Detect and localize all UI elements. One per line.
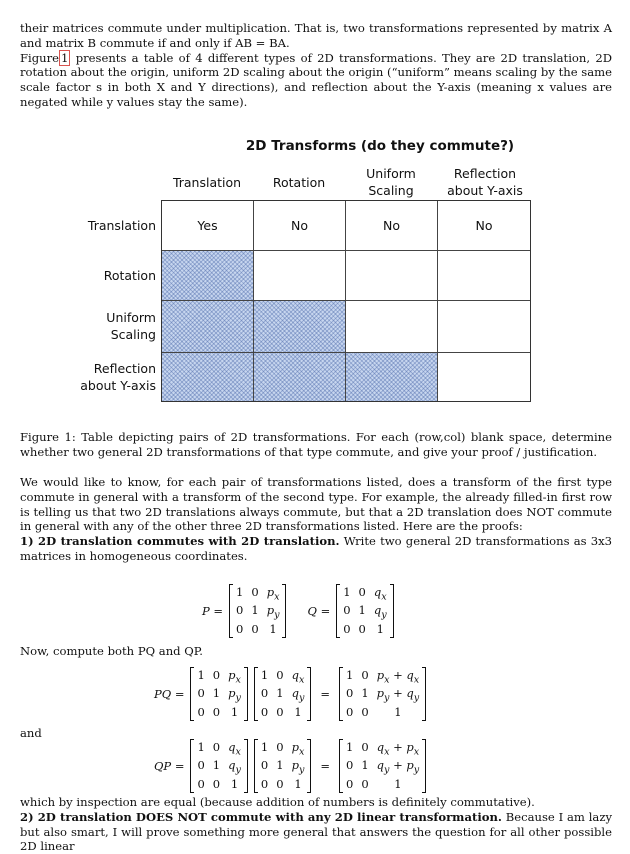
cell-rotation-translation [162, 251, 254, 301]
intro-line-2: presents a table of 4 different types of 2D transformations. They are 2D translation, 2D rotation about the origin, uniform 2D scaling about the origin (“uniform” means scaling by the same scale factor s in both X and Y directions), and reflection about the Y-axis (meaning x values are negated while y values stay the same). [20, 50, 612, 109]
pq-result: 1 0 $p_x + q_x$ 0 1 $p_y + q_y$ 0 0 1 [339, 668, 426, 720]
col-header-rotation: Rotation [272, 174, 326, 190]
conclusion-paragraph [20, 795, 612, 854]
col-header-reflection-text: Reflection about Y-axis [447, 166, 523, 198]
qp-label: QP = [154, 758, 185, 773]
now-compute-text: Now, compute both PQ and QP. [20, 644, 203, 658]
matrix-q: 1 0 $q_x$ 0 1 $q_y$ 0 0 1 [336, 585, 393, 637]
row-header-translation: Translation [87, 217, 156, 233]
qp-matrix-q: 1 0 $q_x$ 0 1 $q_y$ 0 0 1 [190, 740, 247, 792]
pq-matrix-p: 1 0 $p_x$ 0 1 $p_y$ 0 0 1 [190, 668, 247, 720]
figure-ref-prefix: Figure [20, 50, 60, 65]
cell-reflection-reflection [438, 353, 530, 401]
col-header-uniform-scaling-text: Uniform Scaling [366, 166, 416, 198]
col-header-reflection [437, 160, 533, 204]
table-title: 2D Transforms (do they commute?) [245, 138, 515, 154]
p-label: P = [202, 603, 224, 618]
cell-translation-rotation: No [254, 201, 346, 251]
cell-translation-translation: Yes [162, 201, 254, 251]
pq-definitions [202, 585, 397, 637]
qp-equals: = [320, 758, 331, 773]
q-label: Q = [307, 603, 331, 618]
matrix-p: 1 0 $p_x$ 0 1 $p_y$ 0 0 1 [229, 585, 286, 637]
table-grid [161, 200, 531, 402]
proof-2-heading: 2) 2D translation DOES NOT commute with any 2D linear transformation. [20, 809, 502, 824]
pq-label: PQ = [154, 686, 185, 701]
cell-translation-reflection: No [438, 201, 530, 251]
row-header-reflection-text: Reflection about Y-axis [80, 361, 156, 393]
conclusion-text: which by inspection are equal (because addition of numbers is definitely commutative). [20, 795, 535, 809]
cell-reflection-scaling [346, 353, 438, 401]
figure-caption: Figure 1: Table depicting pairs of 2D transformations. For each (row,col) blank space, determine whether two general 2D transformations of that type commute, and give your proof / justification. [20, 430, 612, 459]
qp-matrix-p: 1 0 $p_x$ 0 1 $p_y$ 0 0 1 [254, 740, 311, 792]
cell-rotation-scaling [346, 251, 438, 301]
figure-ref-link[interactable]: 1 [61, 50, 69, 65]
proof-1-text: Write two general 2D transformations as 3x3 matrices in homogeneous coordinates. [20, 534, 613, 563]
cell-scaling-scaling [346, 301, 438, 353]
proof-2-text: Because I am lazy but also smart, I will prove something more general that answers the question for all other possible 2D linear [20, 809, 612, 854]
cell-scaling-translation [162, 301, 254, 353]
row-header-rotation: Rotation [103, 267, 156, 283]
cell-reflection-rotation [254, 353, 346, 401]
pq-equals: = [320, 686, 331, 701]
cell-rotation-reflection [438, 251, 530, 301]
cell-rotation-rotation [254, 251, 346, 301]
qp-result: 1 0 $q_x + p_x$ 0 1 $q_y + p_y$ 0 0 1 [339, 740, 426, 792]
body-paragraph [20, 475, 612, 564]
cell-scaling-reflection [438, 301, 530, 353]
col-header-uniform-scaling [345, 160, 437, 204]
row-header-uniform-scaling [6, 300, 156, 352]
cell-scaling-rotation [254, 301, 346, 353]
and-text: and [20, 726, 42, 740]
qp-product [154, 740, 429, 792]
body-text: We would like to know, for each pair of transformations listed, does a transform of the first type commute in general with a transform of the second type. For example, the already filled-in first row is telling us that two 2D translations always commute, but that a 2D translation does NOT commute in general with any of the other three 2D transformations listed. Here are the proofs: [20, 475, 612, 534]
col-header-translation: Translation [172, 174, 242, 190]
cell-reflection-translation [162, 353, 254, 401]
figure-table [0, 0, 630, 420]
pq-matrix-q: 1 0 $q_x$ 0 1 $q_y$ 0 0 1 [254, 668, 311, 720]
row-header-uniform-scaling-text: Uniform Scaling [106, 310, 156, 342]
cell-translation-scaling: No [346, 201, 438, 251]
intro-line-1: their matrices commute under multiplication. That is, two transformations represented by matrix A and matrix B commute if and only if AB = BA. [20, 21, 612, 50]
pq-product [154, 668, 429, 720]
row-header-reflection [6, 352, 156, 402]
proof-1-heading: 1) 2D translation commutes with 2D translation. [20, 534, 340, 549]
